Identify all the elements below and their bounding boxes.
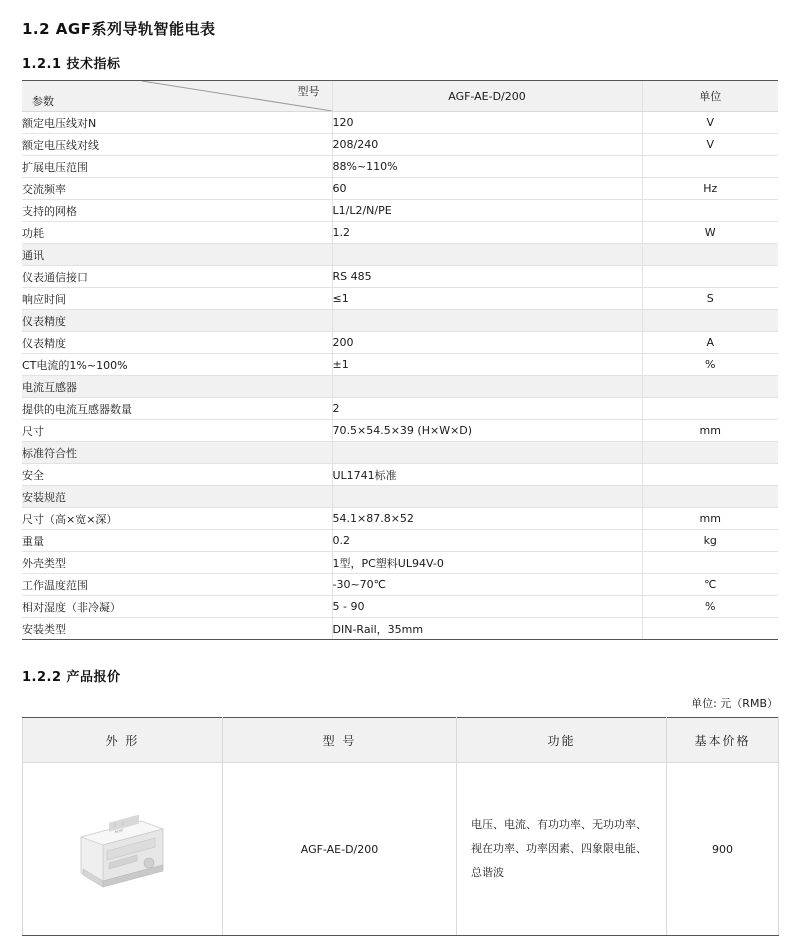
spec-param-unit xyxy=(642,156,778,178)
spec-param-value: 0.2 xyxy=(332,530,642,552)
spec-param-unit: W xyxy=(642,222,778,244)
spec-param-value: 54.1×87.8×52 xyxy=(332,508,642,530)
spec-param-value xyxy=(332,310,642,332)
price-unit-note: 单位: 元（RMB） xyxy=(691,697,778,710)
spec-param-value: 70.5×54.5×39 (H×W×D) xyxy=(332,420,642,442)
spec-param-name: 尺寸（高×宽×深） xyxy=(22,508,332,530)
spec-param-value: 1型，PC塑料UL94V-0 xyxy=(332,552,642,574)
spec-param-name: 通讯 xyxy=(22,244,332,266)
section-heading-price: 1.2.2 产品报价 xyxy=(22,670,121,685)
spec-table-row xyxy=(22,574,778,596)
spec-param-value: L1/L2/N/PE xyxy=(332,200,642,222)
spec-table-row xyxy=(22,200,778,222)
spec-param-value: DIN-Rail，35mm xyxy=(332,618,642,640)
spec-param-unit xyxy=(642,552,778,574)
spec-param-value xyxy=(332,486,642,508)
spec-param-unit xyxy=(642,442,778,464)
spec-table-row xyxy=(22,530,778,552)
product-function-cell xyxy=(457,763,667,936)
spec-param-value xyxy=(332,442,642,464)
spec-param-name: 支持的网格 xyxy=(22,200,332,222)
spec-param-value xyxy=(332,376,642,398)
spec-param-value: 2 xyxy=(332,398,642,420)
spec-param-value: 5 - 90 xyxy=(332,596,642,618)
header-label-param: 参数 xyxy=(32,95,54,108)
spec-param-name: 仪表通信接口 xyxy=(22,266,332,288)
spec-param-value: ±1 xyxy=(332,354,642,376)
spec-param-value: ≤1 xyxy=(332,288,642,310)
spec-param-unit xyxy=(642,244,778,266)
spec-param-value: 88%~110% xyxy=(332,156,642,178)
spec-param-value: 120 xyxy=(332,112,642,134)
spec-table-row xyxy=(22,222,778,244)
spec-param-unit xyxy=(642,310,778,332)
spec-param-name: 标准符合性 xyxy=(22,442,332,464)
spec-table-row xyxy=(22,266,778,288)
price-col-model: 型 号 xyxy=(223,718,457,763)
meter-illustration-icon xyxy=(63,807,183,891)
spec-param-unit: V xyxy=(642,134,778,156)
spec-param-value: 200 xyxy=(332,332,642,354)
price-col-price: 基本价格 xyxy=(667,718,779,763)
product-model-cell: AGF-AE-D/200 xyxy=(223,763,457,936)
spec-param-unit: Hz xyxy=(642,178,778,200)
spec-table-row xyxy=(22,332,778,354)
spec-param-name: 功耗 xyxy=(22,222,332,244)
price-table-row xyxy=(23,763,779,936)
spec-table-row xyxy=(22,596,778,618)
spec-param-unit xyxy=(642,464,778,486)
spec-param-unit: A xyxy=(642,332,778,354)
spec-param-name: 扩展电压范围 xyxy=(22,156,332,178)
spec-param-value: UL1741标准 xyxy=(332,464,642,486)
spec-param-value: -30~70℃ xyxy=(332,574,642,596)
spec-param-name: 外壳类型 xyxy=(22,552,332,574)
spec-table-row xyxy=(22,156,778,178)
spec-param-name: CT电流的1%~100% xyxy=(22,354,332,376)
function-line: 总谐波 xyxy=(471,866,504,880)
spec-param-name: 电流互感器 xyxy=(22,376,332,398)
function-line: 电压、电流、有功功率、无功功率、 xyxy=(471,817,647,831)
spec-param-name: 重量 xyxy=(22,530,332,552)
spec-table-row xyxy=(22,376,778,398)
spec-param-name: 额定电压线对线 xyxy=(22,134,332,156)
spec-param-value: 1.2 xyxy=(332,222,642,244)
diagonal-divider-icon xyxy=(22,81,332,111)
spec-param-unit: mm xyxy=(642,420,778,442)
spec-param-name: 交流频率 xyxy=(22,178,332,200)
spec-table-row xyxy=(22,310,778,332)
price-table xyxy=(22,717,779,936)
price-table-header-row xyxy=(23,718,779,763)
spec-param-name: 额定电压线对N xyxy=(22,112,332,134)
spec-param-name: 工作温度范围 xyxy=(22,574,332,596)
spec-param-unit xyxy=(642,266,778,288)
section-heading-tech-spec: 1.2.1 技术指标 xyxy=(22,57,121,72)
spec-table-row xyxy=(22,508,778,530)
spec-param-name: 安装规范 xyxy=(22,486,332,508)
spec-param-value xyxy=(332,244,642,266)
spec-table-row xyxy=(22,354,778,376)
product-price-cell: 900 xyxy=(667,763,779,936)
spec-param-unit: ℃ xyxy=(642,574,778,596)
spec-param-name: 尺寸 xyxy=(22,420,332,442)
spec-param-value: 208/240 xyxy=(332,134,642,156)
spec-param-name: 安装类型 xyxy=(22,618,332,640)
spec-table-row xyxy=(22,288,778,310)
spec-param-unit xyxy=(642,200,778,222)
spec-table-row xyxy=(22,486,778,508)
spec-param-unit xyxy=(642,618,778,640)
spec-param-name: 提供的电流互感器数量 xyxy=(22,398,332,420)
header-cell-unit: 单位 xyxy=(642,81,778,112)
page-title: 1.2 AGF系列导轨智能电表 xyxy=(22,20,216,38)
svg-text:Acrel: Acrel xyxy=(113,828,123,834)
price-col-shape: 外 形 xyxy=(23,718,223,763)
function-line: 视在功率、功率因素、四象限电能、 xyxy=(471,841,647,855)
din-rail-meter-image xyxy=(63,807,183,891)
spec-table-row xyxy=(22,112,778,134)
spec-param-value: RS 485 xyxy=(332,266,642,288)
spec-param-unit: mm xyxy=(642,508,778,530)
spec-table-row xyxy=(22,552,778,574)
header-cell-model-value: AGF-AE-D/200 xyxy=(332,81,642,112)
spec-table-row xyxy=(22,178,778,200)
header-cell-param-model xyxy=(22,81,332,112)
spec-param-unit xyxy=(642,486,778,508)
spec-param-unit: % xyxy=(642,596,778,618)
spec-table-row xyxy=(22,442,778,464)
spec-param-name: 安全 xyxy=(22,464,332,486)
spec-table-row xyxy=(22,618,778,640)
spec-param-unit: S xyxy=(642,288,778,310)
spec-param-value: 60 xyxy=(332,178,642,200)
spec-table-row xyxy=(22,420,778,442)
spec-param-name: 响应时间 xyxy=(22,288,332,310)
spec-table-row xyxy=(22,464,778,486)
product-image-cell xyxy=(23,763,223,936)
price-col-function: 功能 xyxy=(457,718,667,763)
spec-param-name: 仪表精度 xyxy=(22,310,332,332)
spec-table-row xyxy=(22,398,778,420)
spec-table xyxy=(22,80,778,640)
spec-table-header-row xyxy=(22,81,778,112)
spec-param-unit xyxy=(642,376,778,398)
spec-param-unit: kg xyxy=(642,530,778,552)
header-label-model: 型号 xyxy=(297,85,320,98)
spec-param-unit: V xyxy=(642,112,778,134)
spec-table-row xyxy=(22,244,778,266)
spec-param-unit: % xyxy=(642,354,778,376)
spec-param-name: 相对湿度（非冷凝） xyxy=(22,596,332,618)
spec-param-unit xyxy=(642,398,778,420)
spec-table-row xyxy=(22,134,778,156)
spec-param-name: 仪表精度 xyxy=(22,332,332,354)
